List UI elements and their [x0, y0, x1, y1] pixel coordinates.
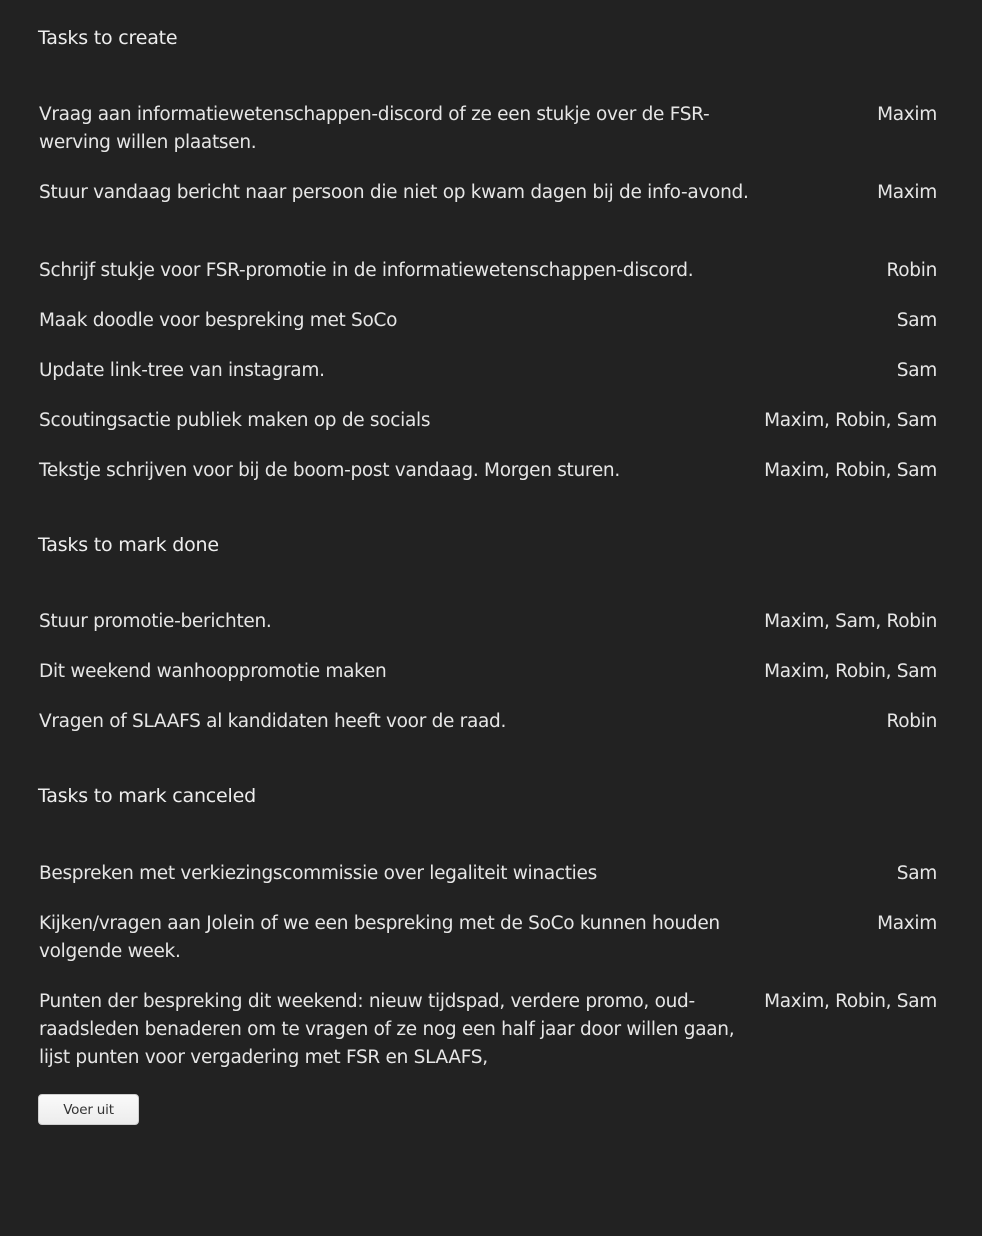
task-row: [38, 988, 937, 1072]
task-row: [38, 708, 937, 736]
section-title-canceled: Tasks to mark canceled: [38, 785, 256, 807]
section-title-done: Tasks to mark done: [38, 534, 219, 556]
section-title-create: Tasks to create: [38, 27, 178, 49]
task-text: Dit weekend wanhooppromotie maken: [39, 661, 387, 682]
task-row: [38, 257, 937, 285]
task-text: Kijken/vragen aan Jolein of we een bespreking met de SoCo kunnen houden volgende week.: [39, 913, 720, 962]
task-text: Vragen of SLAAFS al kandidaten heeft voor de raad.: [39, 711, 507, 732]
task-assignees: Maxim, Robin, Sam: [764, 661, 937, 682]
task-assignees: Maxim, Robin, Sam: [764, 991, 937, 1012]
execute-button[interactable]: Voer uit: [38, 1094, 139, 1125]
task-text: Stuur promotie-berichten.: [39, 611, 272, 632]
task-row: [38, 307, 937, 335]
task-row: [38, 608, 937, 636]
task-text: Scoutingsactie publiek maken op de socials: [39, 410, 431, 431]
task-text: Tekstje schrijven voor bij de boom-post vandaag. Morgen sturen.: [39, 460, 620, 481]
task-row: [38, 407, 937, 435]
task-assignees: Sam: [896, 310, 937, 331]
task-assignees: Robin: [886, 711, 937, 732]
task-assignees: Maxim: [877, 182, 937, 203]
task-assignees: Robin: [886, 260, 937, 281]
task-text: Punten der bespreking dit weekend: nieuw tijdspad, verdere promo, oud-raadsleden benaderen om te vragen of ze nog een half jaar door willen gaan, lijst punten voor vergadering met FSR en SLAAFS,: [39, 991, 735, 1068]
task-row: [38, 860, 937, 888]
task-text: Bespreken met verkiezingscommissie over legaliteit winacties: [39, 863, 597, 884]
task-assignees: Maxim, Robin, Sam: [764, 460, 937, 481]
task-text: Update link-tree van instagram.: [39, 360, 325, 381]
task-row: [38, 658, 937, 686]
task-row: [38, 101, 937, 157]
task-text: Schrijf stukje voor FSR-promotie in de informatiewetenschappen-discord.: [39, 260, 694, 281]
task-assignees: Maxim: [877, 913, 937, 934]
task-row: [38, 357, 937, 385]
task-assignees: Sam: [896, 360, 937, 381]
task-assignees: Maxim: [877, 104, 937, 125]
task-assignees: Maxim, Sam, Robin: [764, 611, 937, 632]
task-row: [38, 910, 937, 966]
task-assignees: Sam: [896, 863, 937, 884]
task-row: [38, 457, 937, 485]
task-text: Maak doodle voor bespreking met SoCo: [39, 310, 398, 331]
task-row: [38, 179, 937, 207]
task-text: Vraag aan informatiewetenschappen-discord of ze een stukje over de FSR-werving willen plaatsen.: [39, 104, 710, 153]
task-text: Stuur vandaag bericht naar persoon die niet op kwam dagen bij de info-avond.: [39, 182, 749, 203]
task-assignees: Maxim, Robin, Sam: [764, 410, 937, 431]
